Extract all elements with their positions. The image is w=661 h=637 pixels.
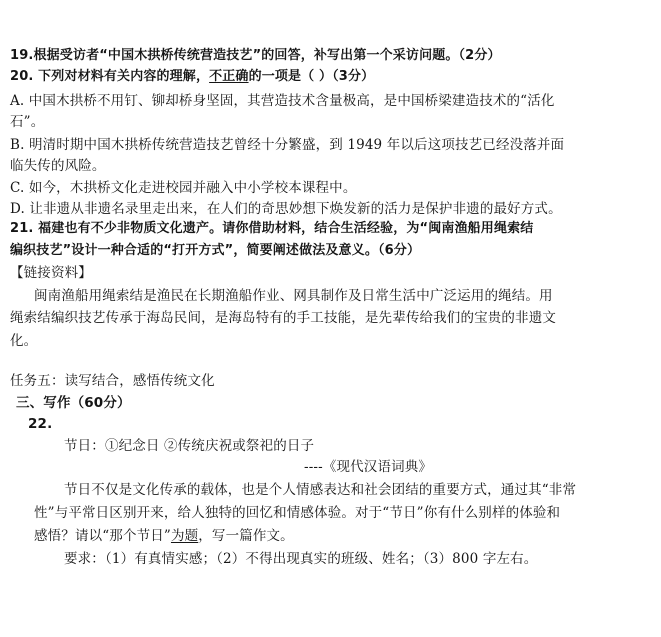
question-20-stem-after: 的一项是（ ）（3分）: [248, 69, 375, 84]
prompt-line2: 性”与平常日区别开来，给人独特的回忆和情感体验。对于“节日”你有什么别样的体验和: [34, 505, 561, 521]
prompt-line1: 节日不仅是文化传承的载体，也是个人情感表达和社会团结的重要方式，通过其“非常: [64, 482, 577, 498]
question-20-stem-before: 20. 下列对材料有关内容的理解，: [10, 69, 210, 84]
task-five-heading: 任务五：读写结合，感悟传统文化: [10, 373, 215, 389]
link-material-label: 【链接资料】: [10, 265, 92, 281]
section-three-title: 三、写作（60分）: [16, 395, 131, 411]
prompt-line3-before: 感悟？请以“那个节日”: [34, 528, 171, 544]
option-a-line2: 石”。: [10, 114, 45, 130]
writing-requirements: 要求：（1）有真情实感；（2）不得出现真实的班级、姓名；（3）800 字左右。: [64, 551, 538, 567]
material-line3: 化。: [10, 333, 38, 349]
option-b-line2: 临失传的风险。: [10, 158, 106, 174]
festival-definition: 节日：①纪念日 ②传统庆祝或祭祀的日子: [64, 438, 315, 454]
prompt-line3-after: ，写一篇作文。: [198, 528, 294, 544]
question-20-emphasis: 不正确: [209, 69, 249, 84]
option-d: D. 让非遗从非遗名录里走出来，在人们的奇思妙想下焕发新的活力是保护非遗的最好方式。: [10, 201, 562, 217]
option-c: C. 如今，木拱桥文化走进校园并融入中小学校本课程中。: [10, 180, 357, 196]
prompt-line3: [34, 526, 294, 546]
material-line2: 绳索结编织技艺传承于海岛民间，是海岛特有的手工技能，是先辈传给我们的宝贵的非遗文: [10, 310, 556, 326]
question-21-line2: 编织技艺”设计一种合适的“打开方式”，简要阐述做法及意义。（6分）: [10, 243, 421, 258]
material-line1: 闽南渔船用绳索结是渔民在长期渔船作业、网具制作及日常生活中广泛运用的绳结。用: [34, 288, 553, 304]
question-20-stem: [10, 67, 374, 87]
question-19: 19.根据受访者“中国木拱桥传统营造技艺”的回答，补写出第一个采访问题。（2分）: [10, 48, 501, 63]
definition-source: ----《现代汉语词典》: [304, 459, 433, 475]
option-b-line1: B. 明清时期中国木拱桥传统营造技艺曾经十分繁盛，到 1949 年以后这项技艺已经没落并面: [10, 137, 565, 153]
question-22-number: 22.: [28, 416, 53, 432]
question-21-line1: 21. 福建也有不少非物质文化遗产。请你借助材料，结合生活经验，为“闽南渔船用绳索结: [10, 221, 534, 236]
option-a-line1: A. 中国木拱桥不用钉、铆却桥身坚固，其营造技术含量极高，是中国桥梁建造技术的“活化: [10, 93, 555, 109]
prompt-title-underlined: 为题: [170, 528, 199, 544]
